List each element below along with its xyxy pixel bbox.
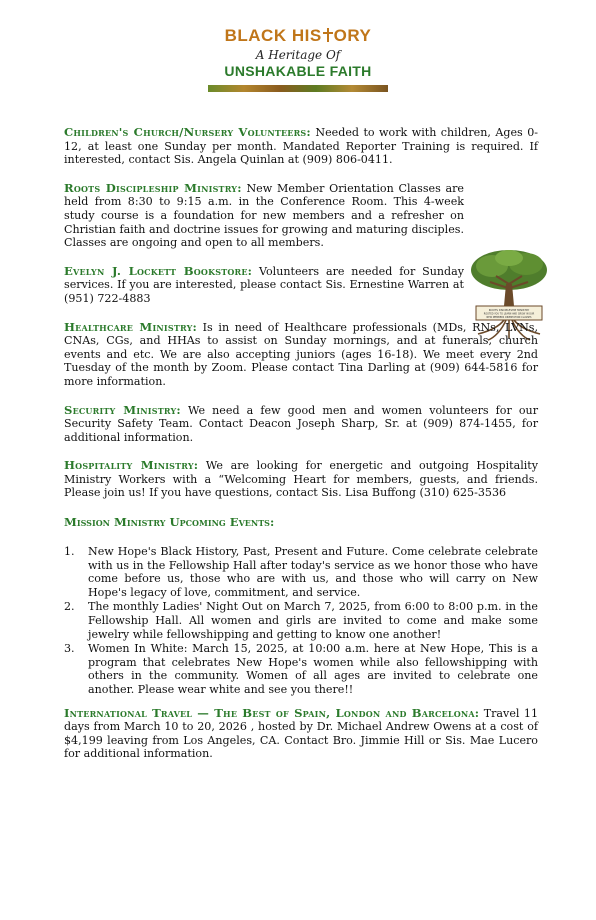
svg-text:ROOTED YOU TO LEARN AND GROW I: ROOTED YOU TO LEARN AND GROW IN OUR — [483, 312, 535, 316]
item-number: 2. — [64, 600, 75, 614]
section-body: Travel 11 days from March 10 to 20, 2026 , hosted by Dr. Michael Andrew Owens at a cost of $4,199 leaving from Los Angeles, CA. Contact Bro. Jimmie Hill or Sis. Mae Lucero for additional information. — [64, 706, 538, 761]
section-body: We are looking for energetic and outgoing Hospitality Ministry Workers with a “Welcoming Heart for members, guests, and friends. Please join us! If you have questions, contact Sis. Lisa Buffong (310) 625-3536 — [64, 459, 539, 500]
bulletin-content — [64, 126, 538, 776]
logo-title: BLACK HIS ORY — [224, 26, 372, 45]
item-number: 1. — [64, 545, 75, 559]
section-heading: Evelyn J. Lockett Bookstore: — [64, 263, 253, 278]
section-body: Needed to work with children, Ages 0-12, at least one Sunday per month. Mandated Reporter Training is required. If interested, contact Sis. Angela Quinlan at (909) 806-0411. — [64, 126, 539, 167]
section-heading: Healthcare Ministry: — [64, 319, 197, 334]
list-item — [64, 600, 538, 641]
section-heading: International Travel — The Best of Spain, London and Barcelona: — [64, 705, 480, 720]
section-body: We need a few good men and women volunteers for our Security Safety Team. Contact Deacon Joseph Sharp, Sr. at (909) 874-1455, for additional information. — [64, 403, 539, 444]
logo-tagline: UNSHAKABLE FAITH — [224, 63, 372, 79]
svg-text:NEW MEMBERS ORIENTATION CLASSE: NEW MEMBERS ORIENTATION CLASSES — [486, 316, 532, 319]
item-number: 3. — [64, 642, 75, 656]
section-heading: Security Ministry: — [64, 402, 181, 417]
logo-decorative-bar — [208, 85, 388, 92]
item-text: The monthly Ladies' Night Out on March 7, 2025, from 6:00 to 8:00 p.m. in the Fellowship Hall. All women and girls are invited to come and make some jewelry while fellowshipping and getting to know one another! — [88, 600, 538, 641]
svg-text:ROOTS DISCIPLESHIP MINISTRY: ROOTS DISCIPLESHIP MINISTRY — [488, 309, 530, 312]
black-history-logo — [0, 26, 596, 92]
section-international-travel — [64, 707, 538, 761]
section-heading: Roots Discipleship Ministry: — [64, 180, 242, 195]
section-healthcare — [64, 321, 538, 389]
section-childrens-church — [64, 126, 538, 167]
item-text: Women In White: March 15, 2025, at 10:00 a.m. here at New Hope, This is a program that celebrates New Hope's women while also fellowshipping with others in the community. Women of all ages are invited to celebrate one another. Please wear white and see you there!! — [88, 642, 538, 696]
events-list — [64, 545, 538, 697]
list-item — [64, 545, 538, 599]
section-body: New Member Orientation Classes are held from 8:30 to 9:15 a.m. in the Conference Room. This 4-week study course is a foundation for new members and a refresher on Christian faith and doctrine issues for growing and maturing disciples. Classes are ongoing and open to all members. — [64, 181, 465, 250]
section-hospitality — [64, 459, 538, 500]
section-bookstore — [64, 265, 464, 306]
list-item — [64, 642, 538, 696]
item-text: New Hope's Black History, Past, Present and Future. Come celebrate celebrate with us in the Fellowship Hall after today's service as we honor those who have come before us, those who are with us, and those who will carry on New Hope's legacy of love, commitment, and service. — [88, 545, 538, 599]
section-security — [64, 404, 538, 445]
section-heading: Children's Church/Nursery Volunteers: — [64, 125, 311, 139]
cross-icon — [323, 28, 333, 42]
logo-subtitle: A Heritage Of — [255, 48, 341, 62]
section-body: Volunteers are needed for Sunday services. If you are interested, please contact Sis. Ernestine Warren at (951) 722-4883 — [64, 264, 464, 305]
events-heading: Mission Ministry Upcoming Events: — [64, 515, 275, 530]
section-heading: Hospitality Ministry: — [64, 458, 199, 473]
section-roots-discipleship — [64, 182, 464, 250]
section-body: Is in need of Healthcare professionals (MDs, RNs, LVNs, CNAs, CGs, and HHAs to assist on Sunday mornings, and at funerals, church events and etc. We are also accepting juniors (ages 16-18). We meet every 2nd Tuesday of the month by Zoom. Please contact Tina Darling at (909) 644-5816 for more information. — [64, 320, 539, 388]
